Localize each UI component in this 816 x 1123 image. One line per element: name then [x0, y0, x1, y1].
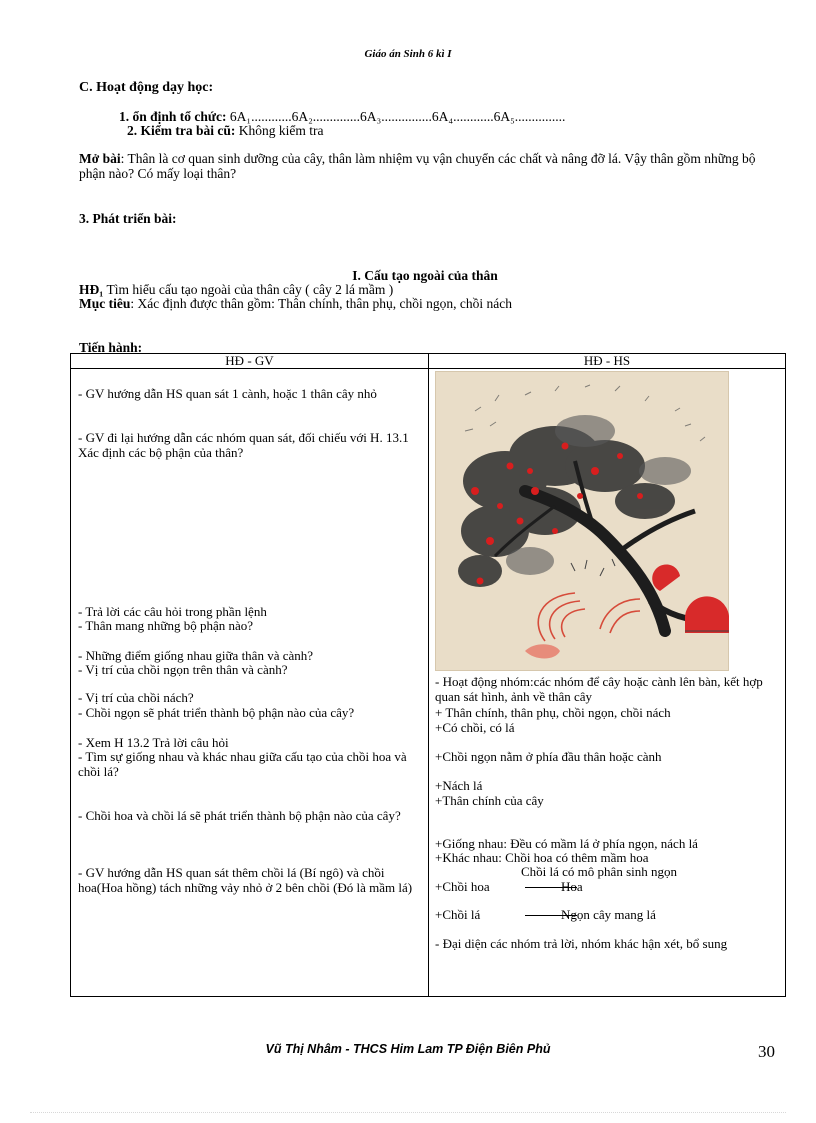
part-title: I. Cấu tạo ngoài của thân [352, 268, 498, 283]
gv-line: - GV hướng dẫn HS quan sát 1 cành, hoặc 1 thân cây nhỏ [78, 386, 377, 401]
tien-hanh-label: Tiến hành: [79, 340, 143, 355]
gv-line: - Chồi ngọn sẽ phát triển thành bộ phận nào của cây? [78, 705, 355, 720]
hd1-label: HĐ₁ [79, 282, 104, 297]
hs-line: +Giống nhau: Đều có mầm lá ở phía ngọn, nách lá [435, 836, 698, 851]
hs-line: Chồi lá có mô phân sinh ngọn [521, 864, 677, 879]
gv-line: - Vị trí của chồi ngọn trên thân và cành? [78, 662, 288, 677]
gv-cell [71, 369, 429, 997]
muc-tieu-line [79, 296, 512, 311]
page-footer: Vũ Thị Nhâm - THCS Him Lam TP Điện Biên Phủ [265, 1042, 551, 1056]
section-3-heading: 3. Phát triển bài: [79, 211, 177, 226]
item-1-line [119, 109, 565, 124]
tree-illustration [435, 371, 729, 671]
item-2-label: 2. Kiểm tra bài cũ: [127, 123, 236, 138]
item-1-value: 6A₁............6A₂..............6A₃...............6A₄............6A₅............... [226, 109, 566, 124]
hs-line: +Khác nhau: Chồi hoa có thêm mầm hoa [435, 850, 649, 865]
hs-line: - Hoạt động nhóm:các nhóm để cây hoặc cành lên bàn, kết hợp quan sát hình, ảnh về thân cây [435, 674, 763, 704]
hs-line: +Thân chính của cây [435, 793, 544, 808]
mo-bai-paragraph [79, 151, 779, 181]
activity-table [70, 353, 786, 997]
item-2-value: Không kiểm tra [235, 123, 324, 138]
bottom-dotted-divider [30, 1112, 786, 1113]
mo-bai-label: Mở bài [79, 151, 121, 166]
mo-bai-text: : Thân là cơ quan sinh dưỡng của cây, thân làm nhiệm vụ vận chuyển các chất và nâng đỡ lá. Vậy thân gồm những bộ phận nào? Có mấy loại thân? [79, 151, 756, 181]
section-c-heading: C. Hoạt động dạy học: [79, 80, 214, 95]
hs-line: + Thân chính, thân phụ, chồi ngọn, chồi nách [435, 705, 671, 720]
muc-tieu-label: Mục tiêu [79, 296, 131, 311]
col-header-hs: HĐ - HS [429, 354, 786, 369]
gv-line: - Trả lời các câu hỏi trong phần lệnh [78, 604, 267, 619]
col-header-gv: HĐ - GV [71, 354, 429, 369]
hs-line: Hoa [561, 879, 583, 894]
hs-line: +Chồi lá [435, 907, 481, 922]
page-header: Giáo án Sinh 6 kì I [364, 48, 452, 60]
gv-line: - Xem H 13.2 Trả lời câu hỏi [78, 735, 229, 750]
hs-line: - Đại diện các nhóm trả lời, nhóm khác hận xét, bổ sung [435, 936, 728, 951]
hs-line: +Nách lá [435, 778, 483, 793]
item-1-label: 1. ổn định tổ chức: [119, 109, 227, 124]
gv-line: - Những điểm giống nhau giữa thân và cành? [78, 648, 314, 663]
gv-line: - Tìm sự giống nhau và khác nhau giữa cấu tạo của chồi hoa và chồi lá? [78, 749, 407, 779]
muc-tieu-text: : Xác định được thân gồm: Thân chính, thân phụ, chồi ngọn, chồi nách [130, 296, 513, 311]
hs-line: Ngọn cây mang lá [561, 907, 656, 922]
hs-line: +Chồi ngọn nằm ở phía đầu thân hoặc cành [435, 749, 662, 764]
hs-line: +Có chồi, có lá [435, 720, 515, 735]
hd1-line [79, 282, 393, 297]
gv-line: - Thân mang những bộ phận nào? [78, 618, 254, 633]
page-number: 30 [758, 1042, 775, 1061]
gv-line: - Chồi hoa và chồi lá sẽ phát triển thành bộ phận nào của cây? [78, 808, 401, 823]
hs-cell [429, 369, 786, 997]
gv-line: - GV đi lại hướng dẫn các nhóm quan sát, đối chiếu với H. 13.1 Xác định các bộ phận của thân? [78, 430, 409, 460]
hd1-text: Tìm hiểu cấu tạo ngoài của thân cây ( cây 2 lá mầm ) [103, 282, 394, 297]
item-2-line [127, 123, 323, 138]
gv-line: - Vị trí của chồi nách? [78, 690, 194, 705]
gv-line: - GV hướng dẫn HS quan sát thêm chồi lá (Bí ngô) và chồi hoa(Hoa hồng) tách những vảy nhỏ ở 2 bên chồi (Đó là mầm lá) [78, 865, 413, 895]
hs-line: +Chồi hoa [435, 879, 490, 894]
